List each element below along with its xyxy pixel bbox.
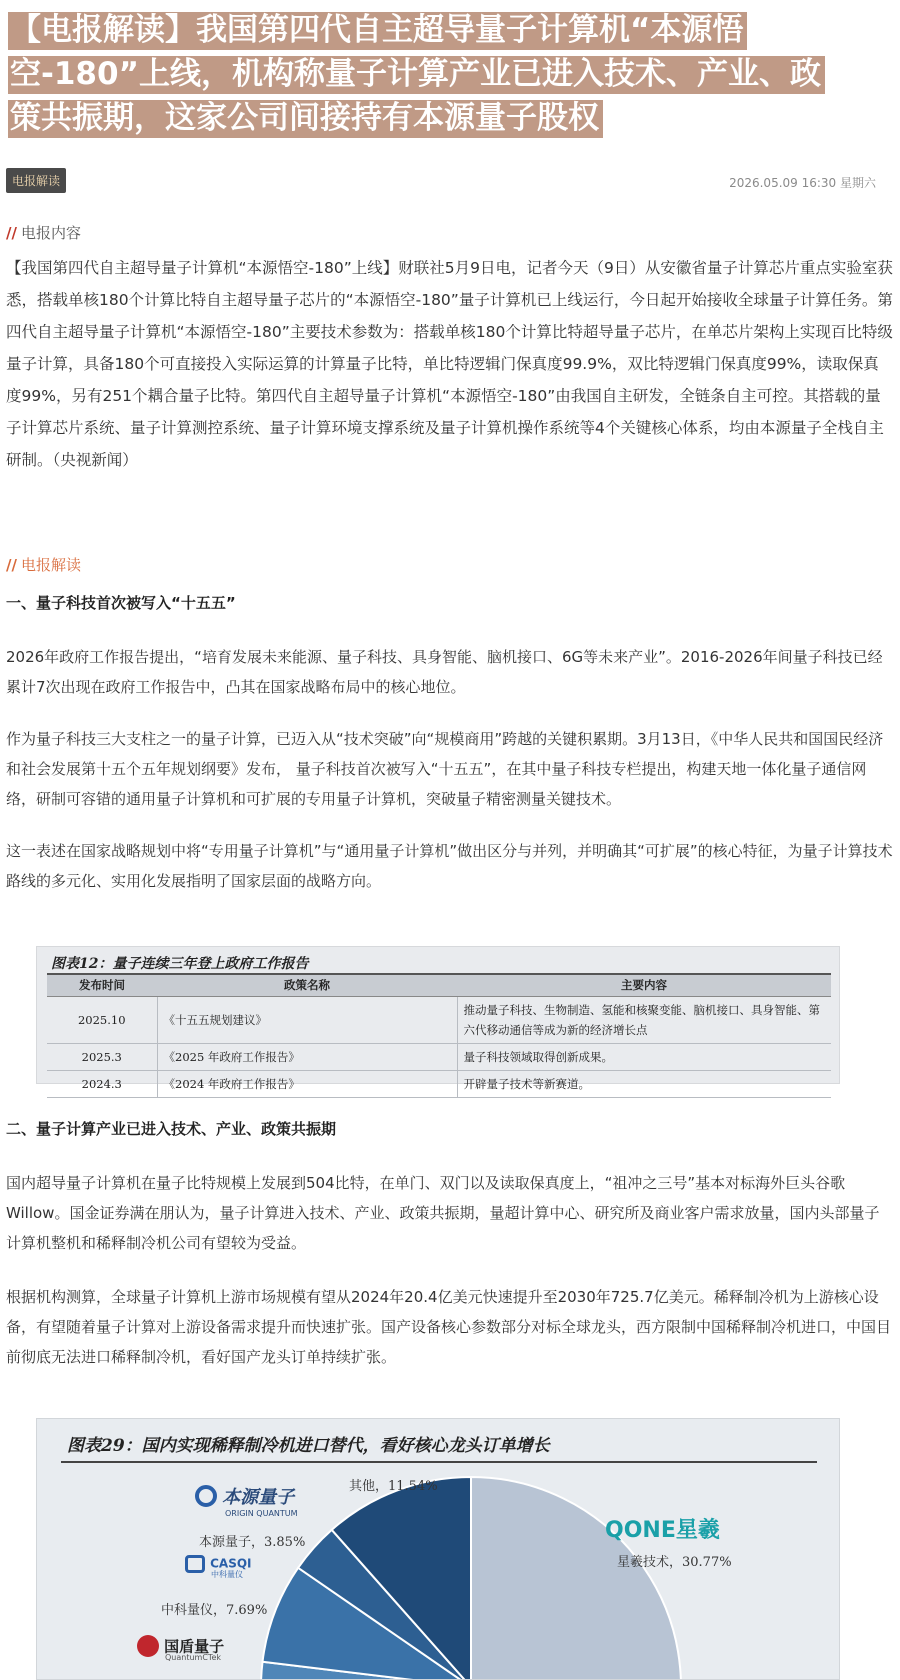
category-tag[interactable]: 电报解读 bbox=[6, 168, 66, 193]
guodun-logo-en: QuantumCTek bbox=[165, 1653, 222, 1662]
casqi-logo-icon bbox=[185, 1555, 205, 1573]
figure-12-table bbox=[36, 946, 840, 1091]
headline-line-2: 空-180”上线，机构称量子计算产业已进入技术、产业、政 bbox=[8, 52, 892, 96]
guodun-logo bbox=[137, 1635, 224, 1662]
headline-line-1: 【电报解读】我国第四代自主超导量子计算机“本源悟 bbox=[8, 8, 892, 52]
origin-quantum-logo bbox=[195, 1483, 298, 1518]
figure-29-title: 图表29：国内实现稀释制冷机进口替代，看好核心龙头订单增长 bbox=[67, 1436, 550, 1456]
casqi-logo-text: CASQI bbox=[210, 1556, 252, 1571]
qone-logo-text: QONE星羲 bbox=[605, 1518, 720, 1543]
table-cell: 2024.3 bbox=[47, 1070, 157, 1097]
table-row bbox=[47, 1070, 831, 1097]
paragraph-1: 2026年政府工作报告提出，“培育发展未来能源、量子科技、具身智能、脑机接口、6G等未来产业”。2016-2026年间量子科技已经累计7次出现在政府工作报告中，凸其在国家战略布局中的核心地位。 bbox=[6, 648, 883, 696]
subheading-2: 二、量子计算产业已进入技术、产业、政策共振期 bbox=[6, 1120, 337, 1138]
table-header-policy: 政策名称 bbox=[157, 974, 457, 996]
table-row bbox=[47, 996, 831, 1043]
policy-table bbox=[47, 973, 831, 1098]
table-row bbox=[47, 1043, 831, 1070]
guodun-logo-text: 国盾量子 bbox=[164, 1637, 225, 1656]
telegraph-body: 【我国第四代自主超导量子计算机“本源悟空-180”上线】财联社5月9日电，记者今天（9日）从安徽省量子计算芯片重点实验室获悉，搭载单核180个计算比特自主超导量子芯片的“本源悟空-180”量子计算机已上线运行，今日起开始接收全球量子计算任务。第四代自主超导量子计算机“本源悟空-180”主要技术参数为：搭载单核180个计算比特超导量子芯片，在单芯片架构上实现百比特级量子计算，具备180个可直接投入实际运算的计算量子比特，单比特逻辑门保真度99.9%，双比特逻辑门保真度99%，读取保真度99%，另有251个耦合量子比特。第四代自主超导量子计算机“本源悟空-180”由我国自主研发，全链条自主可控。其搭载的量子计算芯片系统、量子计算测控系统、量子计算环境支撑系统及量子计算机操作系统等4个关键核心体系，均由本源量子全栈自主研制。（央视新闻） bbox=[6, 259, 893, 469]
label-qone: 星羲技术，30.77% bbox=[617, 1555, 732, 1570]
headline-line-3: 策共振期，这家公司间接持有本源量子股权 bbox=[8, 96, 892, 140]
origin-logo-en: ORIGIN QUANTUM bbox=[225, 1509, 298, 1518]
casqi-logo-cn: 中科量仪 bbox=[211, 1569, 243, 1579]
table-cell: 《十五五规划建议》 bbox=[157, 996, 457, 1043]
qone-logo bbox=[605, 1513, 720, 1544]
table-cell: 《2024 年政府工作报告》 bbox=[157, 1070, 457, 1097]
figure-29-pie-chart bbox=[36, 1418, 840, 1680]
guodun-logo-icon bbox=[137, 1635, 159, 1657]
table-cell: 推动量子科技、生物制造、氢能和核聚变能、脑机接口、具身智能、第六代移动通信等成为新的经济增长点 bbox=[457, 996, 831, 1043]
headline bbox=[0, 8, 900, 140]
meta-row bbox=[0, 168, 900, 196]
origin-logo-text: 本源量子 bbox=[222, 1487, 295, 1508]
paragraph-3: 这一表述在国家战略规划中将“专用量子计算机”与“通用量子计算机”做出区分与并列，并明确其“可扩展”的核心特征，为量子计算技术路线的多元化、实用化发展指明了国家层面的战略方向。 bbox=[6, 842, 893, 890]
paragraph-2: 作为量子科技三大支柱之一的量子计算，已迈入从“技术突破”向“规模商用”跨越的关键积累期。3月13日，《中华人民共和国国民经济和社会发展第十五个五年规划纲要》发布， 量子科技首次被写入“十五五”，在其中量子科技专栏提出，构建天地一体化量子通信网络，研制可容错的通用量子计算机和可扩展的专用量子计算机，突破量子精密测量关键技术。 bbox=[6, 730, 884, 808]
label-origin: 本源量子，3.85% bbox=[199, 1535, 306, 1550]
subheading-1: 一、量子科技首次被写入“十五五” bbox=[6, 594, 236, 612]
label-other: 其他，11.54% bbox=[349, 1479, 438, 1494]
table-cell: 开辟量子技术等新赛道。 bbox=[457, 1070, 831, 1097]
section-heading-content: // 电报内容 bbox=[6, 224, 81, 242]
casqi-logo bbox=[185, 1553, 252, 1580]
table-cell: 量子科技领域取得创新成果。 bbox=[457, 1043, 831, 1070]
section-heading-analysis: // 电报解读 bbox=[6, 556, 81, 574]
origin-logo-icon bbox=[195, 1485, 217, 1507]
figure-12-title: 图表12：量子连续三年登上政府工作报告 bbox=[51, 956, 309, 972]
publish-date: 2026.05.09 16:30 星期六 bbox=[729, 176, 876, 190]
table-header-content: 主要内容 bbox=[457, 974, 831, 996]
table-header-date: 发布时间 bbox=[47, 974, 157, 996]
table-cell: 2025.3 bbox=[47, 1043, 157, 1070]
label-casqi: 中科量仪，7.69% bbox=[161, 1603, 268, 1618]
table-cell: 《2025 年政府工作报告》 bbox=[157, 1043, 457, 1070]
paragraph-4: 国内超导量子计算机在量子比特规模上发展到504比特，在单门、双门以及读取保真度上，“祖冲之三号”基本对标海外巨头谷歌Willow。国金证券满在朋认为，量子计算进入技术、产业、政策共振期，量超计算中心、研究所及商业客户需求放量，国内头部量子计算机整机和稀释制冷机公司有望较为受益。 bbox=[6, 1174, 880, 1252]
pie-slice-0 bbox=[471, 1477, 681, 1680]
paragraph-5: 根据机构测算，全球量子计算机上游市场规模有望从2024年20.4亿美元快速提升至2030年725.7亿美元。稀释制冷机为上游核心设备，有望随着量子计算对上游设备需求提升而快速扩张。国产设备核心参数部分对标全球龙头，西方限制中国稀释制冷机进口，中国目前彻底无法进口稀释制冷机，看好国产龙头订单持续扩张。 bbox=[6, 1288, 892, 1366]
table-cell: 2025.10 bbox=[47, 996, 157, 1043]
